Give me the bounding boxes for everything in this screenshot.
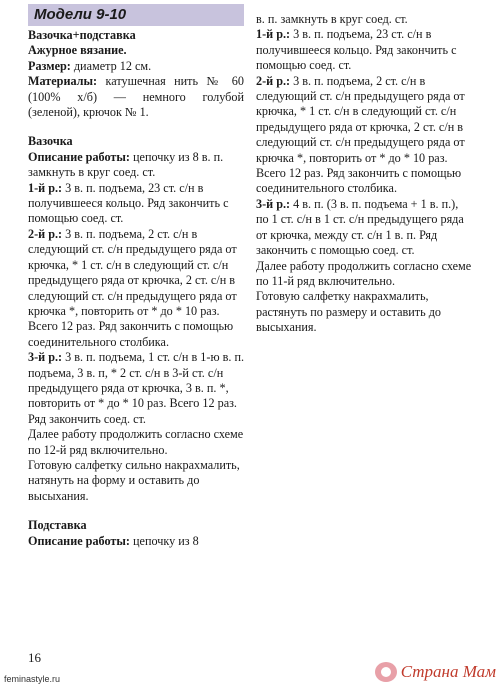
row3-label: 3-й р.: xyxy=(28,350,63,365)
row3-left xyxy=(28,350,244,427)
stand-work-label: Описание работы: xyxy=(28,533,130,548)
continue-right: Далее работу продолжить согласно схеме по 11-й ряд включительно. xyxy=(256,258,472,288)
row2-text: 3 в. п. подъема, 2 ст. с/н в следующий ст. с/н предыдущего ряда от крючка, * 1 ст. с/н в следующий ст. с/н предыдущего ряда от крючка, 2 ст. с/н в следующий ст. с/н предыдущего ряда от крючка *, повторить от * до * 10 раз. Всего 12 раз. Ряд закончить с помощью соединительного столбика. xyxy=(28,226,237,349)
logo-icon xyxy=(375,662,397,682)
stand-work-line xyxy=(28,534,244,549)
page-title: Модели 9-10 xyxy=(34,6,127,24)
row1-label: 1-й р.: xyxy=(256,27,291,42)
row1-left xyxy=(28,181,244,227)
row3-text: 4 в. п. (3 в. п. подъема + 1 в. п.), по 1 ст. с/н в 1 ст. с/н предыдущего ряда от крючка, между ст. с/н 1 в. п. Ряд закончить с помощью соед. ст. xyxy=(256,196,464,258)
row2-text: 3 в. п. подъема, 2 ст. с/н в следующий ст. с/н предыдущего ряда от крючка, * 1 ст. с/н в следующий ст. с/н предыдущего ряда от крючка, 2 ст. с/н в следующий ст. с/н предыдущего ряда от крючка *, повторить от * до * 10 раз. Всего 12 раз. Ряд закончить с помощью соединительного столбика. xyxy=(256,73,465,196)
materials-label: Материалы: xyxy=(28,74,98,89)
technique: Ажурное вязание. xyxy=(28,43,127,58)
row2-right xyxy=(256,74,472,197)
intro-right: в. п. замкнуть в круг соед. ст. xyxy=(256,12,408,26)
models-header-bar xyxy=(28,4,244,26)
row1-right xyxy=(256,27,472,73)
logo-text: Страна Мам xyxy=(400,662,496,681)
right-column xyxy=(256,12,472,336)
model-name: Вазочка+подставка xyxy=(28,28,136,42)
row1-text: 3 в. п. подъема, 23 ст. с/н в получившееся кольцо. Ряд закончить с помощью соед. ст. xyxy=(28,180,229,226)
materials-line xyxy=(28,74,244,120)
strana-mam-logo xyxy=(375,662,496,682)
row3-right xyxy=(256,197,472,259)
work-label: Описание работы: xyxy=(28,149,130,164)
row2-label: 2-й р.: xyxy=(28,226,63,241)
work-line xyxy=(28,150,244,181)
row1-text: 3 в. п. подъема, 23 ст. с/н в получившееся кольцо. Ряд закончить с помощью соед. ст. xyxy=(256,27,457,73)
row3-text: 3 в. п. подъема, 1 ст. с/н в 1-ю в. п. подъема, 3 в. п, * 2 ст. с/н в 3-й ст. с/н предыдущего ряда от крючка, 3 в. п. *, повторить от * до * 10 раз. Всего 12 раз. Ряд закончить соед. ст. xyxy=(28,350,245,426)
row2-left xyxy=(28,227,244,350)
size-value: диаметр 12 см. xyxy=(70,58,152,73)
size-line xyxy=(28,59,244,74)
stand-heading: Подставка xyxy=(28,518,87,533)
row2-label: 2-й р.: xyxy=(256,73,291,88)
row1-label: 1-й р.: xyxy=(28,180,63,195)
vase-heading: Вазочка xyxy=(28,134,73,149)
continue-left: Далее работу продолжить согласно схеме по 12-й ряд включительно. xyxy=(28,427,244,457)
finish-left: Готовую салфетку сильно накрахмалить, натянуть на форму и оставить до высыхания. xyxy=(28,457,240,503)
finish-right: Готовую салфетку накрахмалить, растянуть по размеру и оставить до высыхания. xyxy=(256,289,441,335)
size-label: Размер: xyxy=(28,58,71,73)
page-number: 16 xyxy=(28,650,41,665)
left-column xyxy=(28,4,244,549)
row3-label: 3-й р.: xyxy=(256,196,291,211)
work-value: цепочку из 8 в. п. замкнуть в круг соед. ст. xyxy=(28,149,224,180)
site-watermark: feminastyle.ru xyxy=(4,674,61,684)
materials-value: катушечная нить № 60 (100% х/б) — немного голубой (зеленой), крючок № 1. xyxy=(28,74,244,120)
stand-work-value: цепочку из 8 xyxy=(129,533,199,548)
